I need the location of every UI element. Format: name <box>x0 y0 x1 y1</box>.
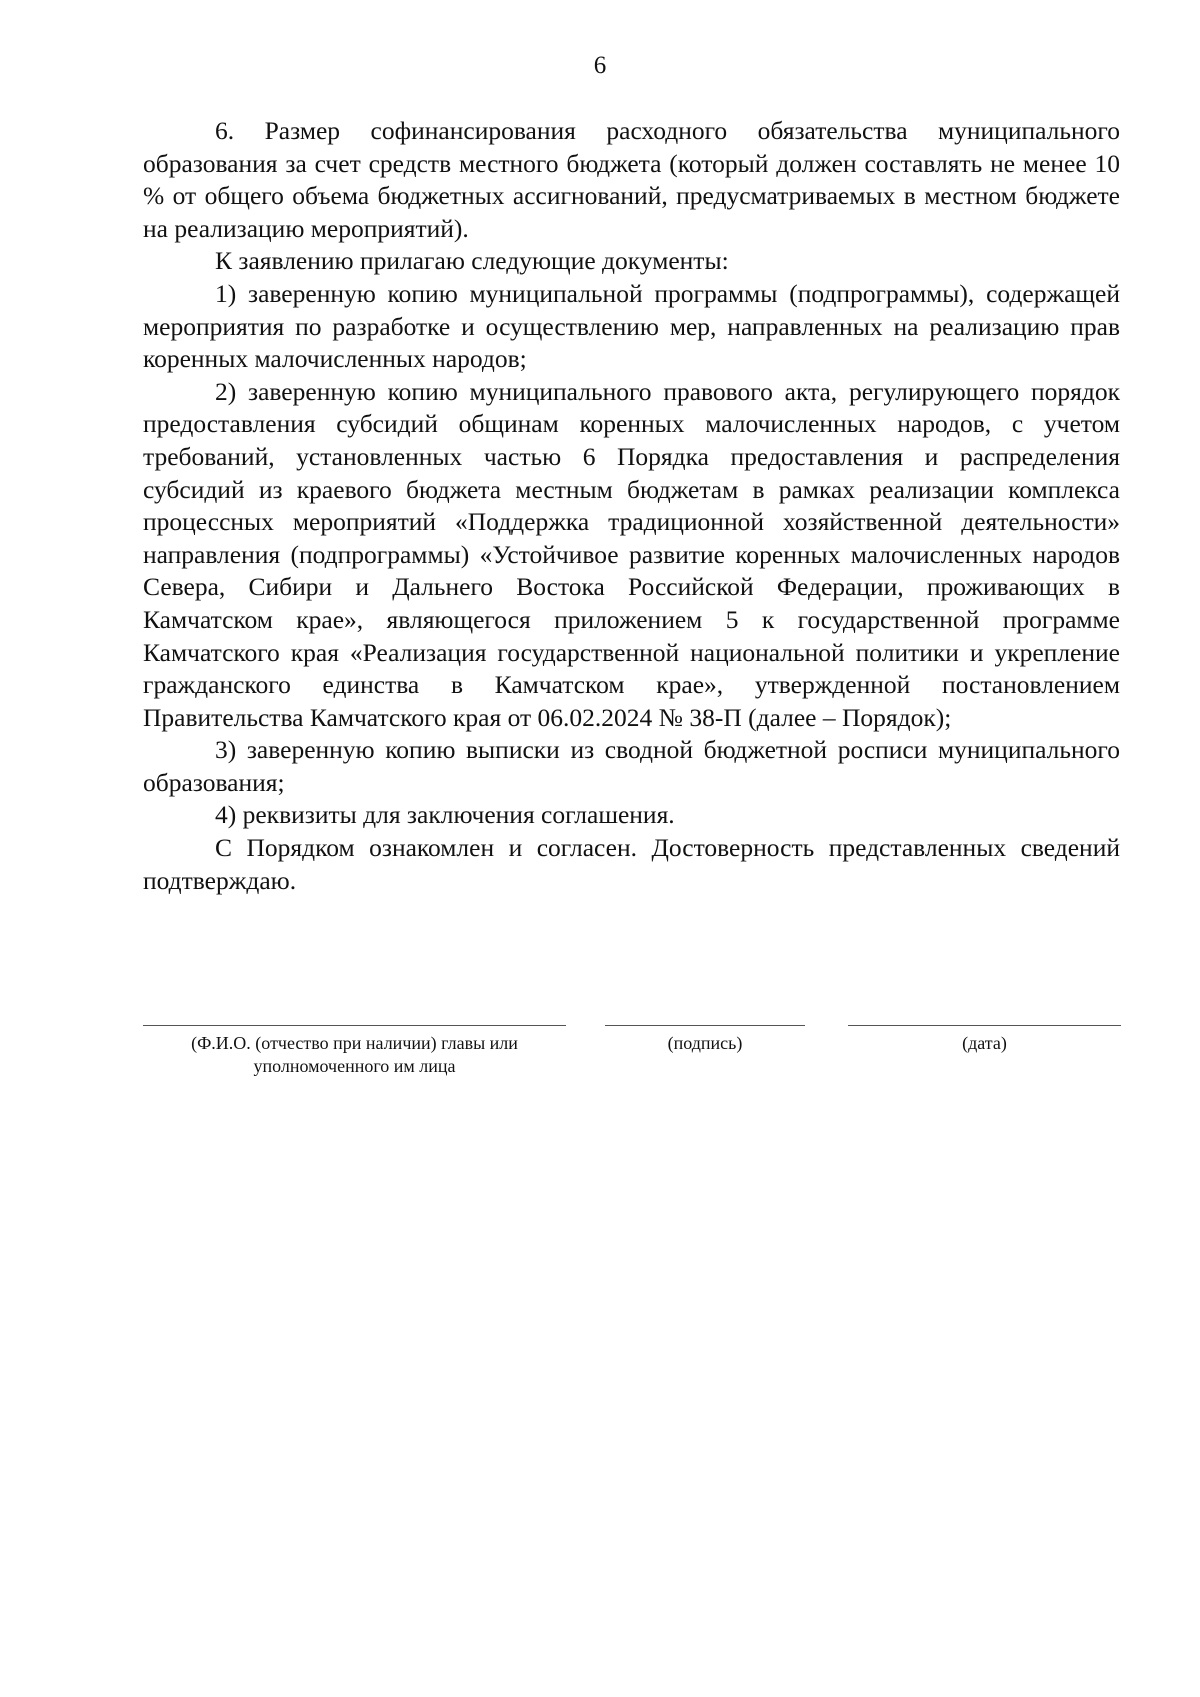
signature-line <box>605 1025 805 1026</box>
paragraph-cofinancing: 6. Размер софинансирования расходного обязательства муниципального образования за счет средств местного бюджета (который должен составлять не менее 10 % от общего объема бюджетных ассигнований, предусматриваемых в местном бюджете на реализацию мероприятий). <box>143 116 1120 243</box>
name-line <box>143 1025 566 1026</box>
list-item-1: 1) заверенную копию муниципальной программы (подпрограммы), содержащей мероприятия по разработке и осуществлению мер, направленных на реализацию прав коренных малочисленных народов; <box>143 278 1120 374</box>
paragraph-confirmation: С Порядком ознакомлен и согласен. Достоверность представленных сведений подтверждаю. <box>143 833 1120 895</box>
name-field <box>143 1025 566 1078</box>
date-line <box>848 1025 1121 1026</box>
document-body <box>143 115 1120 897</box>
list-item-4: 4) реквизиты для заключения соглашения. <box>215 800 675 830</box>
name-caption <box>143 1032 566 1078</box>
signature-field <box>605 1025 805 1055</box>
date-field <box>848 1025 1121 1055</box>
signature-caption: (подпись) <box>667 1033 743 1053</box>
date-caption: (дата) <box>962 1033 1007 1053</box>
page-number: 6 <box>593 52 607 79</box>
list-item-2: 2) заверенную копию муниципального правового акта, регулирующего порядок предоставления субсидий общинам коренных малочисленных народов, с учетом требований, установленных частью 6 Порядка предоставления и распределения субсидий из краевого бюджета местным бюджетам в рамках реализации комплекса процессных мероприятий «Поддержка традиционной хозяйственной деятельности» направления (подпрограммы) «Устойчивое развитие коренных малочисленных народов Севера, Сибири и Дальнего Востока Российской Федерации, проживающих в Камчатском крае», являющегося приложением 5 к государственной программе Камчатского края «Реализация государственной национальной политики и укрепление гражданского единства в Камчатском крае», утвержденной постановлением Правительства Камчатского края от 06.02.2024 № 38-П (далее – Порядок); <box>143 376 1120 732</box>
paragraph-attachments-intro: К заявлению прилагаю следующие документы: <box>215 246 729 276</box>
list-item-3: 3) заверенную копию выписки из сводной бюджетной росписи муниципального образования; <box>143 735 1120 797</box>
signature-block <box>0 1025 1200 1095</box>
name-caption-line2: уполномоченного им лица <box>253 1056 456 1076</box>
name-caption-line1: (Ф.И.О. (отчество при наличии) главы или <box>191 1033 518 1053</box>
